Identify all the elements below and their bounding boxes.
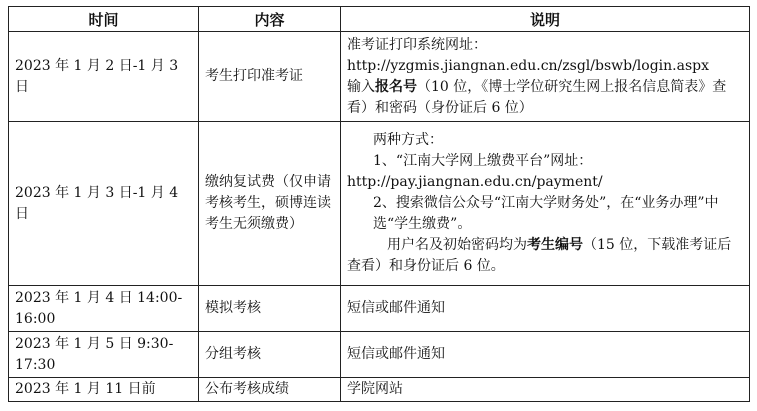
note-cell: 短信或邮件通知 bbox=[341, 332, 750, 378]
table-row bbox=[9, 286, 750, 332]
table-row bbox=[9, 378, 750, 402]
header-note: 说明 bbox=[341, 7, 750, 32]
note-text: 两种方式： bbox=[373, 132, 443, 148]
content-cell: 分组考核 bbox=[199, 332, 341, 378]
note-text: 输入报名号（10 位，《博士学位研究生网上报名信息简表》查看）和密码（身份证后 6 位） bbox=[347, 78, 727, 116]
note-text: 2、搜索微信公众号“江南大学财务处”，在“业务办理”中选“学生缴费”。 bbox=[373, 195, 719, 232]
table-row bbox=[9, 332, 750, 378]
table-row bbox=[9, 122, 750, 286]
time-cell: 2023 年 1 月 5 日 9:30-17:30 bbox=[9, 332, 199, 378]
time-cell: 2023 年 1 月 11 日前 bbox=[9, 378, 199, 402]
time-cell: 2023 年 1 月 4 日 14:00-16:00 bbox=[9, 286, 199, 332]
header-time: 时间 bbox=[9, 7, 199, 32]
note-text: 1、“江南大学网上缴费平台”网址： bbox=[373, 153, 593, 169]
table-header-row bbox=[9, 7, 750, 32]
content-cell: 公布考核成绩 bbox=[199, 378, 341, 402]
payment-url[interactable]: http://pay.jiangnan.edu.cn/payment/ bbox=[347, 174, 603, 190]
note-cell: 学院网站 bbox=[341, 378, 750, 402]
content-cell: 缴纳复试费（仅申请考核考生，硕博连读考生无须缴费） bbox=[199, 122, 341, 286]
note-text: 用户名及初始密码均为考生编号（15 位，下载准考证后查看）和身份证后 6 位。 bbox=[347, 237, 732, 274]
content-cell: 考生打印准考证 bbox=[199, 32, 341, 122]
admission-ticket-url[interactable]: http://yzgmis.jiangnan.edu.cn/zsgl/bswb/login.aspx bbox=[347, 57, 710, 74]
note-cell: 短信或邮件通知 bbox=[341, 286, 750, 332]
header-content: 内容 bbox=[199, 7, 341, 32]
time-cell: 2023 年 1 月 3 日-1 月 4 日 bbox=[9, 122, 199, 286]
time-cell: 2023 年 1 月 2 日-1 月 3 日 bbox=[9, 32, 199, 122]
content-cell: 模拟考核 bbox=[199, 286, 341, 332]
schedule-table bbox=[8, 6, 750, 402]
note-cell bbox=[341, 122, 750, 286]
note-text: 准考证打印系统网址： bbox=[347, 36, 487, 53]
table-row bbox=[9, 32, 750, 122]
note-cell bbox=[341, 32, 750, 122]
